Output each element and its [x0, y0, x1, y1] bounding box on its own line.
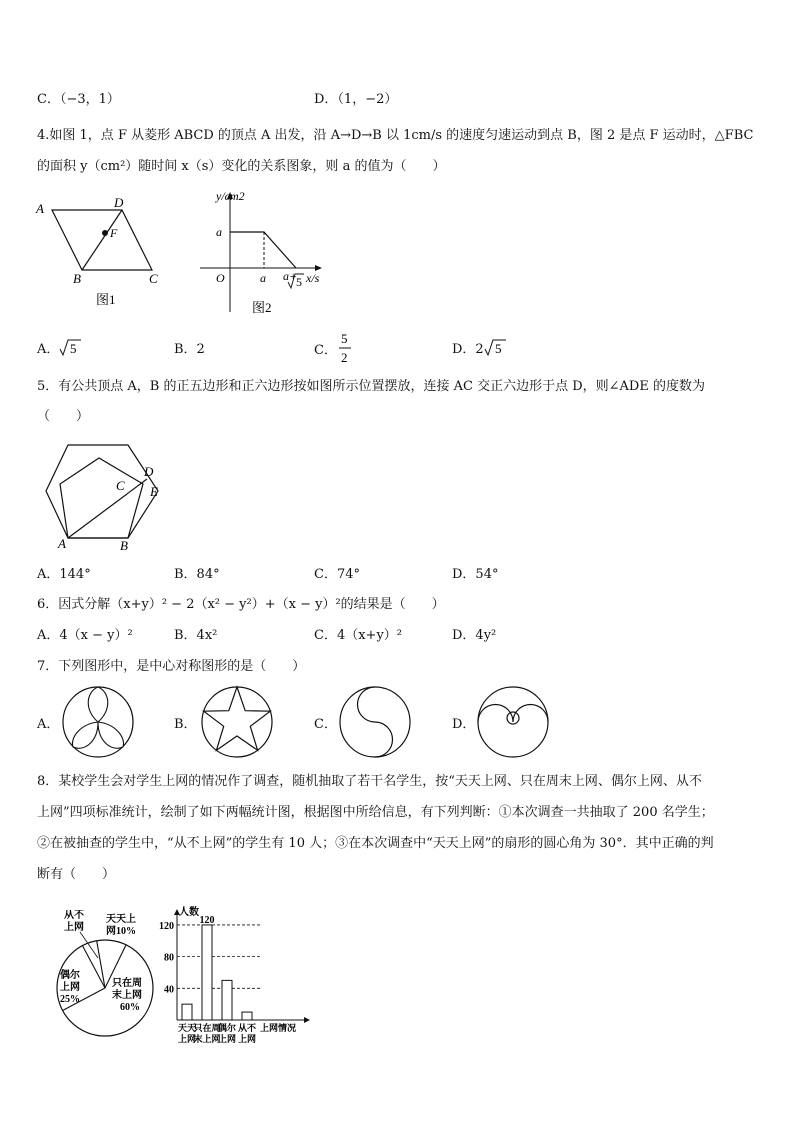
q7-stem: 7．下列图形中，是中心对称图形的是（ ） [37, 659, 306, 674]
q4-option-c-denominator: 2 [340, 350, 348, 365]
q5-label-b: B [120, 538, 128, 550]
q5-label-e: E [150, 484, 158, 499]
pie-label-daily-2: 网10% [106, 926, 136, 937]
q7-option-c-label[interactable]: C． [314, 717, 337, 732]
q6-stem: 6．因式分解（x+y）² − 2（x² − y²）+（x − y）²的结果是（ ） [37, 597, 445, 612]
q7-option-d-figure[interactable] [475, 684, 551, 760]
q6-option-c[interactable]: C．4（x+y）² [314, 628, 402, 643]
q8-bar-chart [155, 905, 315, 1045]
q5-option-d[interactable]: D．54° [452, 567, 499, 582]
pie-label-weekend-3: 60% [120, 1002, 140, 1013]
q4-fig2-graph [200, 190, 322, 315]
q4-option-c-numerator: 5 [340, 331, 348, 346]
pie-label-never-2: 上网 [64, 922, 84, 933]
q7-option-b-label[interactable]: B． [174, 717, 197, 732]
q4-fig2-a-y: a [216, 225, 222, 239]
q4-fig2-caption: 图2 [252, 300, 272, 315]
bar-cat-line2-0: 上网 [177, 1034, 197, 1044]
q8-stem-line2: 上网”四项标准统计，绘制了如下两幅统计图，根据图中所给信息，有下列判断：①本次调查一共抽取了 200 名学生； [37, 805, 714, 820]
pie-label-weekend-1: 只在周 [112, 978, 142, 989]
q4-fig2-a-plus: a+ [283, 269, 298, 283]
q4-figures [30, 190, 340, 318]
q5-label-d: D [144, 464, 154, 479]
q3-option-d[interactable]: D．（1，−2） [314, 92, 398, 107]
q5-figure [40, 438, 170, 550]
q4-option-d-prefix: D．2 [452, 342, 484, 357]
q8-stem-line4: 断有（ ） [37, 867, 116, 882]
q4-fig2-a-x: a [260, 271, 266, 285]
q4-option-a[interactable] [37, 338, 83, 358]
q5-stem-line2: （ ） [37, 409, 90, 424]
q7-option-c-figure[interactable] [337, 684, 413, 760]
q5-label-a: A [58, 536, 66, 550]
q7-option-a-label[interactable]: A． [37, 717, 60, 732]
q5-option-b[interactable]: B．84° [174, 567, 220, 582]
q4-stem-line1: 4.如图 1，点 F 从菱形 ABCD 的顶点 A 出发，沿 A→D→B 以 1cm/s 的速度匀速运动到点 B，图 2 是点 F 运动时，△FBC [37, 128, 754, 143]
q6-option-b[interactable]: B．4x² [174, 628, 218, 643]
q4-fig2-origin: O [216, 271, 225, 285]
q5-option-a[interactable]: A．144° [37, 567, 91, 582]
q5-line-ac [68, 479, 147, 538]
q5-option-c[interactable]: C．74° [314, 567, 360, 582]
bar-2 [222, 980, 232, 1020]
q4-option-a-prefix: A． [37, 342, 60, 357]
q4-fig2-sqrt5: 5 [296, 275, 302, 289]
bar-tick-40: 40 [164, 984, 174, 996]
q4-option-c[interactable] [314, 330, 353, 366]
q4-option-d-radicand: 5 [494, 341, 502, 356]
q8-stem-line1: 8．某校学生会对学生上网的情况作了调查，随机抽取了若干名学生，按“天天上网、只在周末上网、偶尔上网、从不 [37, 774, 702, 789]
pie-label-weekend-2: 末上网 [112, 990, 142, 1001]
q4-option-d-radical [484, 338, 508, 358]
q6-option-a[interactable]: A．4（x − y）² [37, 628, 133, 643]
q4-fig1-label-a: A [36, 201, 44, 216]
bar-cat-line2-2: 上网 [217, 1034, 237, 1044]
q5-label-c: C [116, 478, 125, 493]
bar-tick-80: 80 [164, 952, 174, 964]
q5-pentagon [60, 458, 143, 538]
pie-label-occasional-3: 25% [60, 994, 80, 1005]
bar-top-label: 120 [199, 914, 215, 926]
q7-option-b-figure[interactable] [199, 684, 275, 760]
q4-fig1-label-b: B [73, 271, 81, 286]
bar-cat-line1-0: 天天 [177, 1023, 197, 1033]
q4-fig1-rhombus [35, 195, 158, 307]
q4-option-b[interactable]: B．2 [174, 342, 205, 357]
pie-label-occasional-2: 上网 [60, 982, 80, 993]
q4-option-c-prefix: C． [314, 343, 337, 358]
bar-layer [159, 905, 310, 1044]
q7-option-a-figure[interactable] [60, 684, 136, 760]
q4-stem-line2: 的面积 y（cm²）随时间 x（s）变化的关系图象，则 a 的值为（ ） [37, 159, 446, 174]
q4-option-d[interactable] [452, 338, 508, 358]
bar-cat-line2-3: 上网 [237, 1034, 257, 1044]
pie-label-occasional-1: 偶尔 [60, 970, 80, 981]
pie-label-daily-1: 天天上 [106, 914, 136, 925]
bar-cat-line1-1: 只在周 [193, 1023, 221, 1033]
bar-cat-line1-3: 从不 [237, 1023, 257, 1033]
q4-fig2-xlabel: x/s [306, 271, 320, 285]
bar-0 [182, 1004, 192, 1020]
q4-fig2-ylabel: y/cm2 [216, 190, 245, 203]
bar-x-label: 上网情况 [260, 1023, 297, 1033]
bar-x-arrow [304, 1017, 310, 1023]
bar-cat-line1-2: 偶尔 [217, 1023, 237, 1033]
q7-option-d-label[interactable]: D． [452, 717, 476, 732]
q8-pie-chart [50, 910, 160, 1040]
q6-option-d[interactable]: D．4y² [452, 628, 497, 643]
bar-3 [242, 1012, 252, 1020]
q5-stem-line1: 5．有公共顶点 A，B 的正五边形和正六边形按如图所示位置摆放，连接 AC 交正六边形于点 D，则∠ADE 的度数为 [37, 379, 705, 394]
pie-label-never-1: 从不 [64, 910, 84, 921]
q3-option-c[interactable]: C．（−3，1） [37, 92, 120, 107]
q4-fig1-caption: 图1 [96, 292, 116, 307]
bar-cat-line2-1: 末上网 [193, 1034, 221, 1044]
bar-tick-120: 120 [159, 920, 174, 932]
q4-option-c-fraction [337, 330, 353, 366]
q4-option-a-radicand: 5 [70, 341, 77, 356]
q4-fig1-label-c: C [149, 271, 158, 286]
bar-y-label: 人数 [179, 907, 199, 918]
q4-fig1-label-f: F [110, 226, 118, 240]
q8-stem-line3: ②在被抽查的学生中，“从不上网”的学生有 10 人；③在本次调查中“天天上网”的扇形的圆心角为 30°．其中正确的判 [37, 836, 714, 851]
q4-fig1-label-d: D [114, 195, 124, 210]
q4-option-a-radical [59, 338, 83, 358]
bar-1 [202, 925, 212, 1020]
